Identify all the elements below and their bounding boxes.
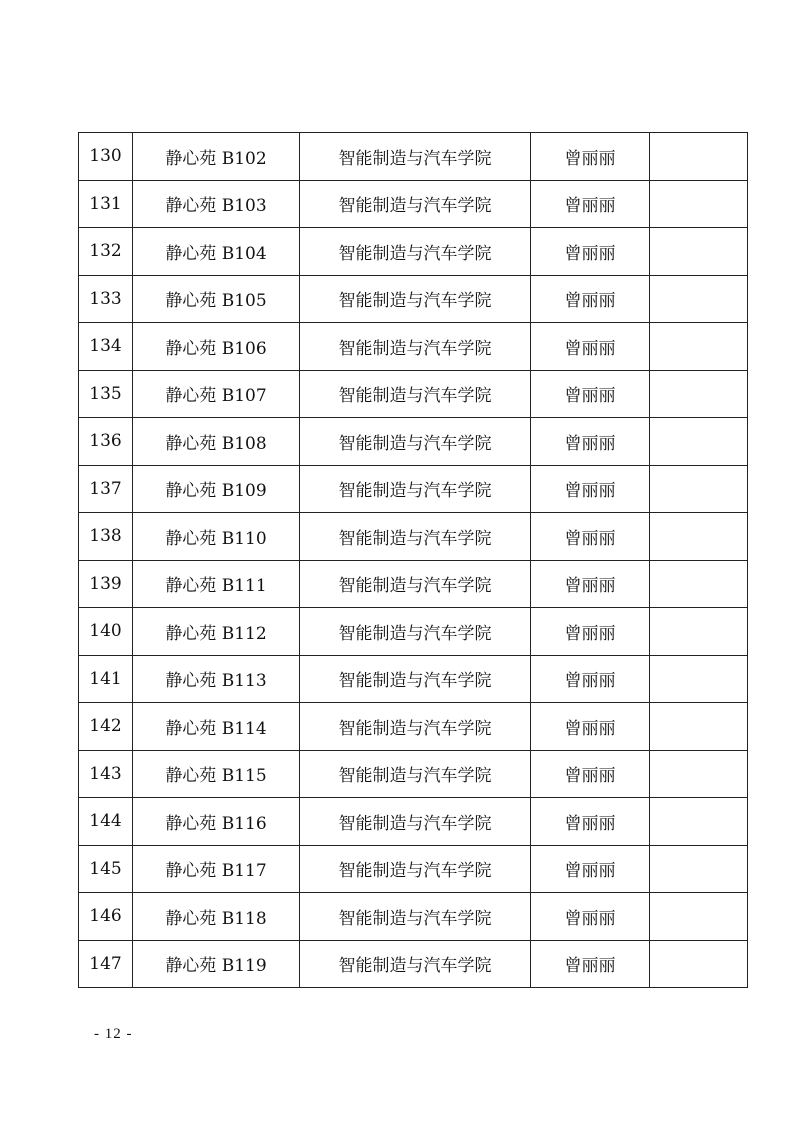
person-cell: 曾丽丽	[531, 465, 650, 513]
college-cell: 智能制造与汽车学院	[300, 703, 531, 751]
row-number-cell: 133	[79, 275, 133, 323]
college-cell: 智能制造与汽车学院	[300, 845, 531, 893]
row-number-cell: 134	[79, 323, 133, 371]
page-number: - 12 -	[94, 1026, 133, 1042]
room-cell: 静心苑 B108	[133, 418, 300, 466]
college-cell: 智能制造与汽车学院	[300, 465, 531, 513]
college-cell: 智能制造与汽车学院	[300, 323, 531, 371]
college-cell: 智能制造与汽车学院	[300, 750, 531, 798]
person-cell: 曾丽丽	[531, 275, 650, 323]
person-cell: 曾丽丽	[531, 608, 650, 656]
room-cell: 静心苑 B117	[133, 845, 300, 893]
room-cell: 静心苑 B104	[133, 228, 300, 276]
person-cell: 曾丽丽	[531, 940, 650, 988]
person-cell: 曾丽丽	[531, 228, 650, 276]
college-cell: 智能制造与汽车学院	[300, 228, 531, 276]
table-row	[79, 513, 748, 561]
remark-cell	[650, 275, 748, 323]
room-cell: 静心苑 B113	[133, 655, 300, 703]
college-cell: 智能制造与汽车学院	[300, 655, 531, 703]
room-cell: 静心苑 B118	[133, 893, 300, 941]
remark-cell	[650, 133, 748, 181]
table-row	[79, 655, 748, 703]
person-cell: 曾丽丽	[531, 560, 650, 608]
table-row	[79, 703, 748, 751]
person-cell: 曾丽丽	[531, 323, 650, 371]
remark-cell	[650, 513, 748, 561]
college-cell: 智能制造与汽车学院	[300, 940, 531, 988]
table-row	[79, 418, 748, 466]
person-cell: 曾丽丽	[531, 133, 650, 181]
table-row	[79, 845, 748, 893]
table-row	[79, 180, 748, 228]
row-number-cell: 138	[79, 513, 133, 561]
person-cell: 曾丽丽	[531, 513, 650, 561]
remark-cell	[650, 370, 748, 418]
dormitory-table	[78, 132, 748, 988]
table-row	[79, 465, 748, 513]
remark-cell	[650, 228, 748, 276]
row-number-cell: 130	[79, 133, 133, 181]
person-cell: 曾丽丽	[531, 418, 650, 466]
row-number-cell: 135	[79, 370, 133, 418]
remark-cell	[650, 465, 748, 513]
remark-cell	[650, 418, 748, 466]
remark-cell	[650, 703, 748, 751]
row-number-cell: 139	[79, 560, 133, 608]
college-cell: 智能制造与汽车学院	[300, 275, 531, 323]
person-cell: 曾丽丽	[531, 180, 650, 228]
person-cell: 曾丽丽	[531, 750, 650, 798]
room-cell: 静心苑 B115	[133, 750, 300, 798]
remark-cell	[650, 560, 748, 608]
remark-cell	[650, 940, 748, 988]
room-cell: 静心苑 B112	[133, 608, 300, 656]
college-cell: 智能制造与汽车学院	[300, 370, 531, 418]
remark-cell	[650, 750, 748, 798]
row-number-cell: 142	[79, 703, 133, 751]
row-number-cell: 144	[79, 798, 133, 846]
remark-cell	[650, 845, 748, 893]
person-cell: 曾丽丽	[531, 655, 650, 703]
row-number-cell: 140	[79, 608, 133, 656]
table-row	[79, 560, 748, 608]
remark-cell	[650, 608, 748, 656]
table-row	[79, 275, 748, 323]
row-number-cell: 131	[79, 180, 133, 228]
room-cell: 静心苑 B114	[133, 703, 300, 751]
row-number-cell: 147	[79, 940, 133, 988]
table-row	[79, 370, 748, 418]
room-cell: 静心苑 B103	[133, 180, 300, 228]
room-cell: 静心苑 B102	[133, 133, 300, 181]
table-row	[79, 750, 748, 798]
table-row	[79, 133, 748, 181]
college-cell: 智能制造与汽车学院	[300, 893, 531, 941]
table-row	[79, 798, 748, 846]
table-row	[79, 608, 748, 656]
person-cell: 曾丽丽	[531, 845, 650, 893]
college-cell: 智能制造与汽车学院	[300, 560, 531, 608]
table-body	[79, 133, 748, 988]
row-number-cell: 143	[79, 750, 133, 798]
row-number-cell: 141	[79, 655, 133, 703]
remark-cell	[650, 323, 748, 371]
room-cell: 静心苑 B109	[133, 465, 300, 513]
person-cell: 曾丽丽	[531, 798, 650, 846]
row-number-cell: 145	[79, 845, 133, 893]
room-cell: 静心苑 B111	[133, 560, 300, 608]
room-cell: 静心苑 B105	[133, 275, 300, 323]
row-number-cell: 137	[79, 465, 133, 513]
room-cell: 静心苑 B107	[133, 370, 300, 418]
room-cell: 静心苑 B116	[133, 798, 300, 846]
room-cell: 静心苑 B119	[133, 940, 300, 988]
college-cell: 智能制造与汽车学院	[300, 133, 531, 181]
remark-cell	[650, 655, 748, 703]
college-cell: 智能制造与汽车学院	[300, 513, 531, 561]
room-cell: 静心苑 B110	[133, 513, 300, 561]
table-row	[79, 228, 748, 276]
row-number-cell: 146	[79, 893, 133, 941]
college-cell: 智能制造与汽车学院	[300, 418, 531, 466]
table-row	[79, 323, 748, 371]
person-cell: 曾丽丽	[531, 370, 650, 418]
college-cell: 智能制造与汽车学院	[300, 608, 531, 656]
table-row	[79, 940, 748, 988]
table-row	[79, 893, 748, 941]
row-number-cell: 136	[79, 418, 133, 466]
remark-cell	[650, 798, 748, 846]
remark-cell	[650, 893, 748, 941]
remark-cell	[650, 180, 748, 228]
college-cell: 智能制造与汽车学院	[300, 798, 531, 846]
college-cell: 智能制造与汽车学院	[300, 180, 531, 228]
room-cell: 静心苑 B106	[133, 323, 300, 371]
person-cell: 曾丽丽	[531, 703, 650, 751]
person-cell: 曾丽丽	[531, 893, 650, 941]
row-number-cell: 132	[79, 228, 133, 276]
